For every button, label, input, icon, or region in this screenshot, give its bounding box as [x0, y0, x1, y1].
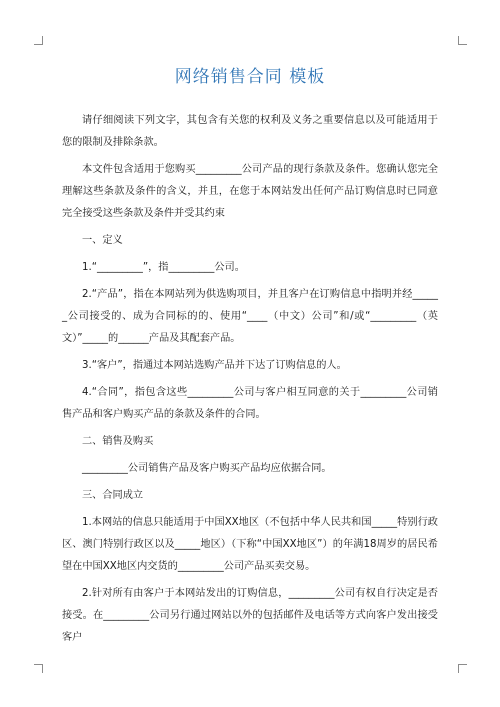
intro-paragraph: 请仔细阅读下列文字，其包含有关您的权利及义务之重要信息以及可能适用于您的限制及排除条款。	[62, 115, 438, 148]
section-heading-definitions: 一、定义	[82, 235, 123, 246]
section-heading-formation: 三、合同成立	[82, 490, 144, 501]
sales-paragraph: _________公司销售产品及客户购买产品均应依据合同。	[82, 463, 332, 474]
section-heading-sales: 二、销售及购买	[82, 436, 154, 447]
definition-item: 3.“客户”，指通过本网站选购产品并下达了订购信息的人。	[82, 360, 347, 371]
document-body	[62, 110, 438, 654]
document-title: 网络销售合同 模板	[174, 67, 326, 87]
scope-paragraph: 本文件包含适用于您购买_________公司产品的现行条款及条件。您确认您完全理解这些条款及条件的含义，并且，在您于本网站发出任何产品订购信息时已同意完全接受这些条款及条件并受其约束	[62, 164, 438, 219]
crop-mark-bottom-left	[34, 664, 43, 673]
crop-mark-top-right	[458, 36, 467, 45]
definition-item: 1.“_________”，指_________公司。	[82, 262, 245, 273]
formation-item: 1.本网站的信息只能适用于中国XX地区（不包括中华人民共和国_____特别行政区、澳门特别行政区以及_____地区）（下称“中国XX地区”）的年满18周岁的居民希望在中国XX地区内交货的_________公司产品买卖交易。	[62, 517, 438, 572]
crop-mark-top-left	[34, 36, 43, 45]
crop-mark-bottom-right	[458, 664, 467, 673]
formation-item: 2.针对所有由客户于本网站发出的订购信息，_________公司有权自行决定是否接受。在_________公司另行通过网站以外的包括邮件及电话等方式向客户发出接受客户	[62, 588, 438, 643]
definition-item: 4.“合同”，指包含这些_________公司与客户相互同意的关于_________公司销售产品和客户购买产品的条款及条件的合同。	[62, 387, 438, 420]
definition-item: 2.“产品”，指在本网站列为供选购项目，并且客户在订购信息中指明并经______公司接受的、成为合同标的的、使用“____（中文）公司”和/或“_________（英文）”_____的______产品及其配套产品。	[62, 289, 438, 344]
